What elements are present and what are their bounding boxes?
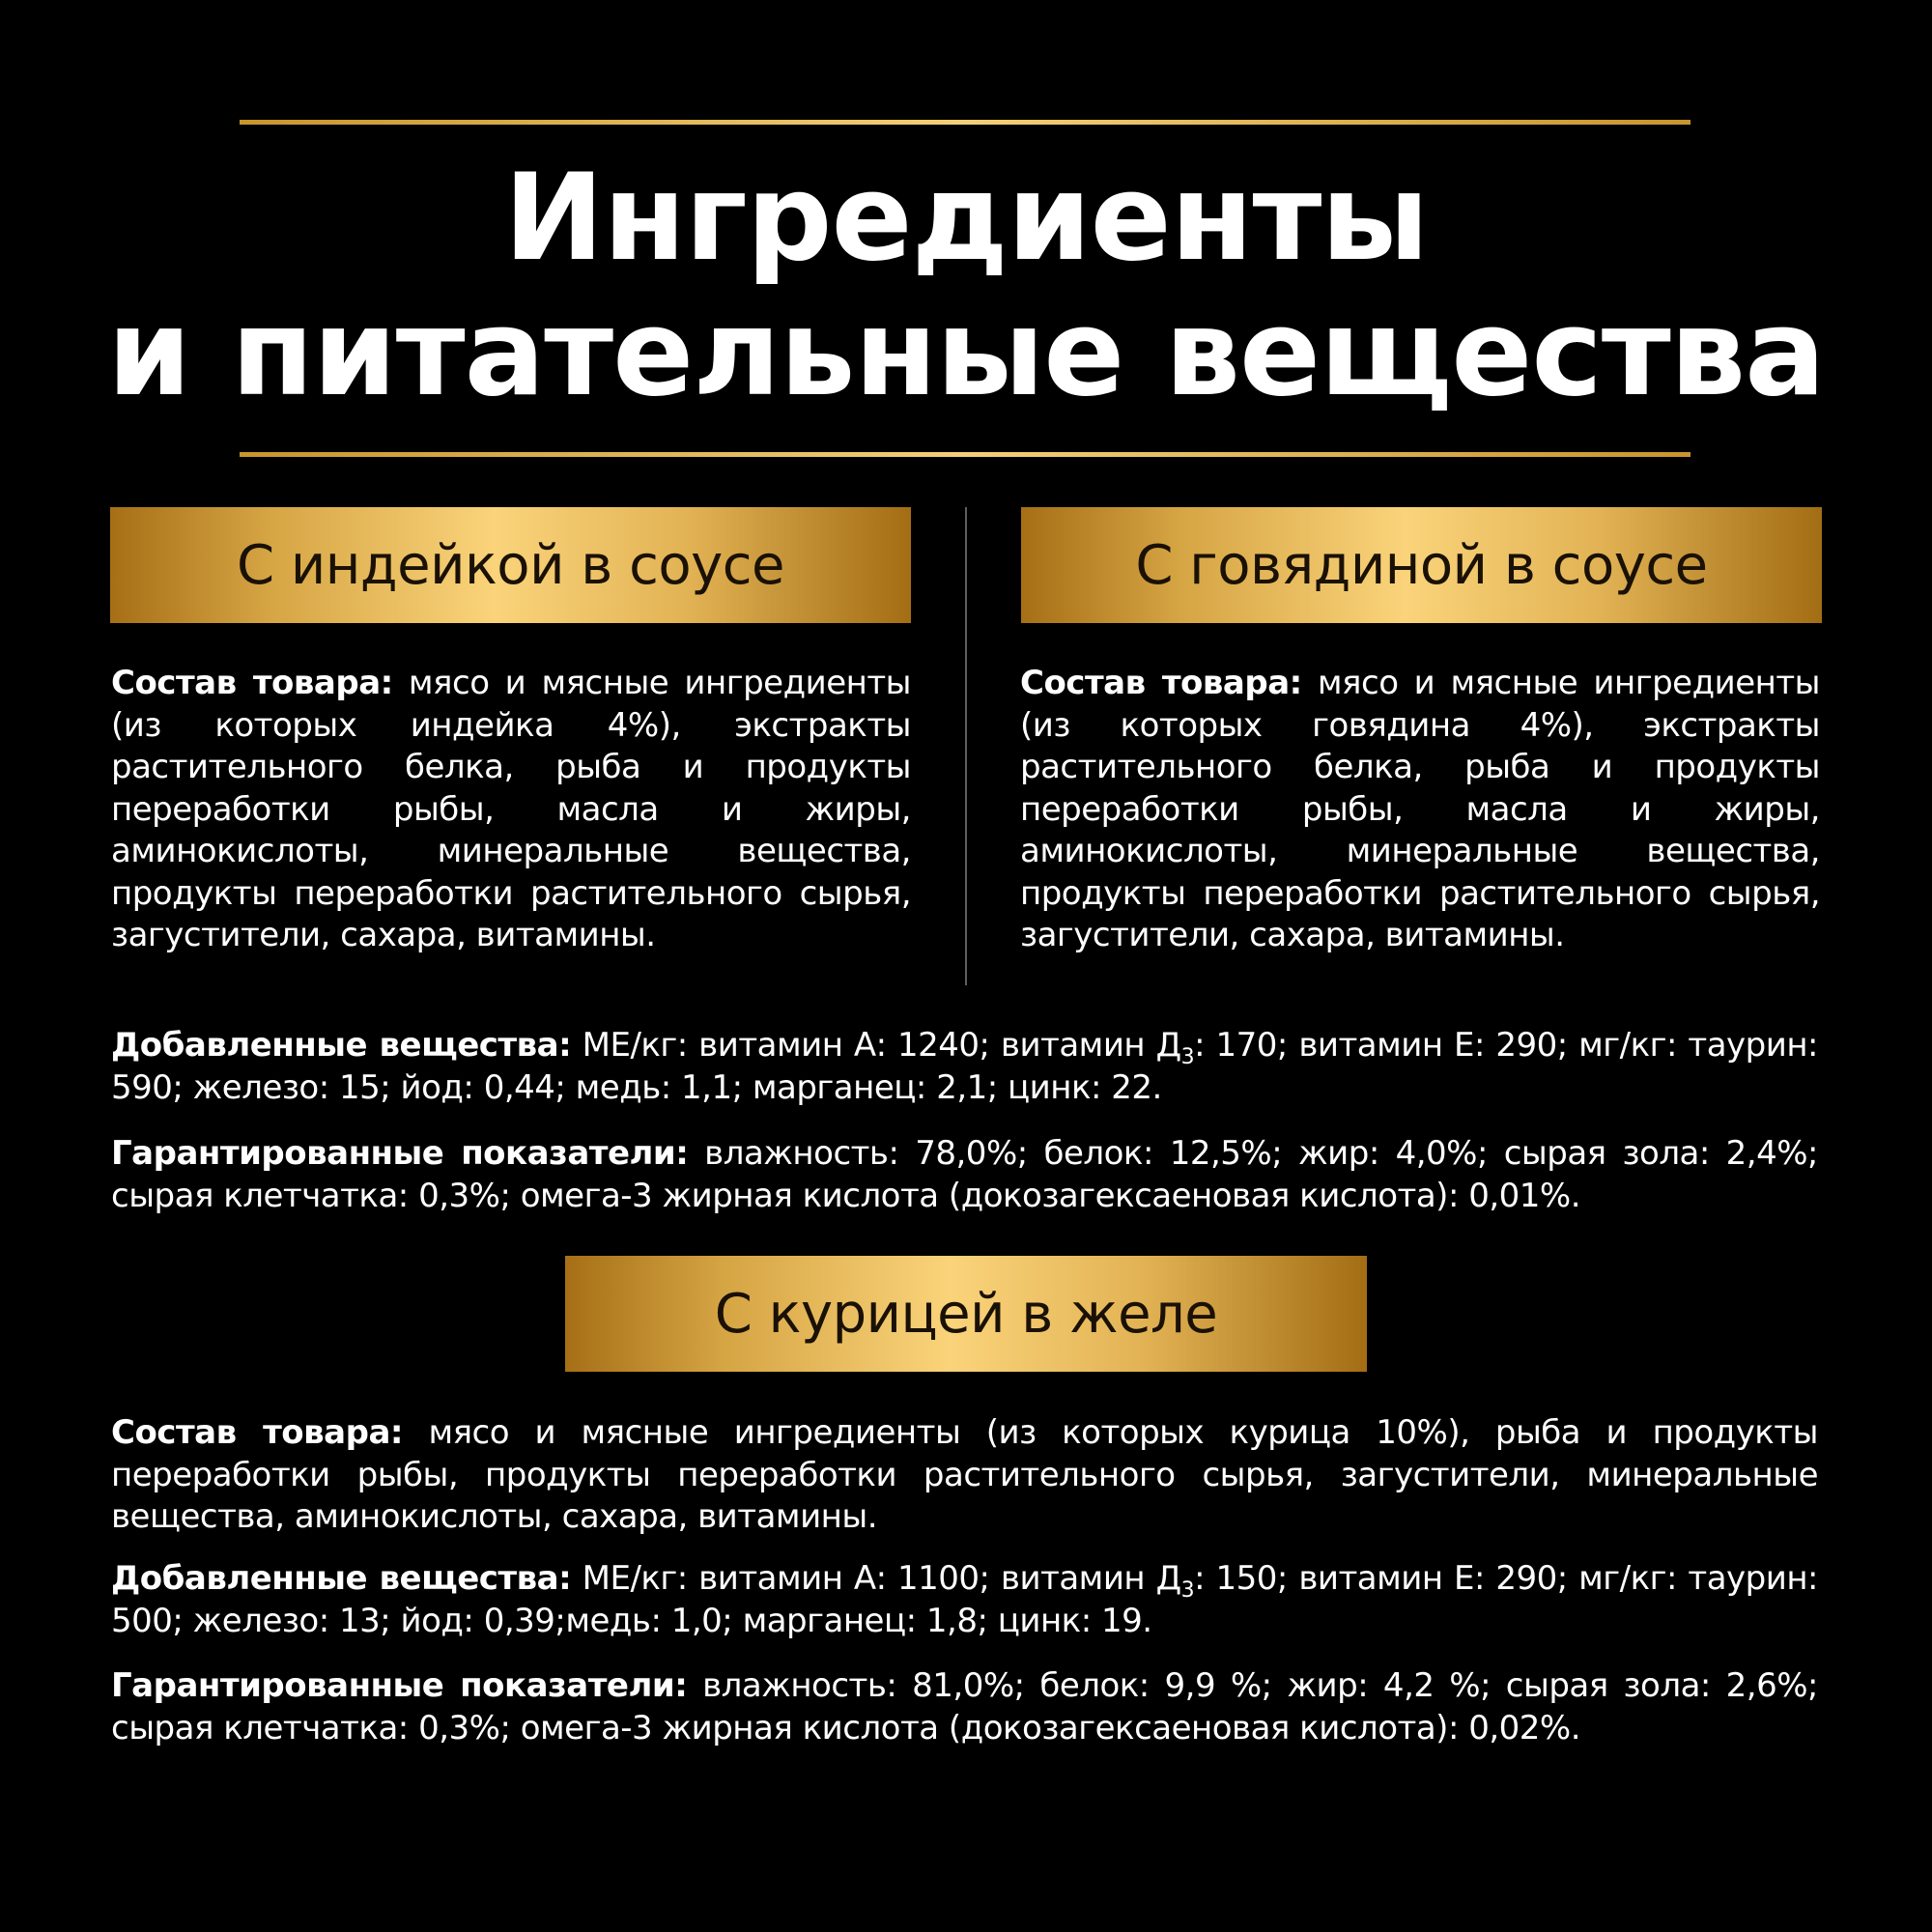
banner-chicken-label: С курицей в желе: [714, 1282, 1218, 1346]
sauce-additives-part2: : 170; витамин Е: 290; мг/кг: таурин: 590; железо: 15; йод: 0,44; медь: 1,1; марганец: 2,1; цинк: 22.: [111, 1026, 1819, 1107]
banner-beef: [1021, 507, 1822, 623]
chicken-additives-part2: : 150; витамин Е: 290; мг/кг: таурин: 500; железо: 13; йод: 0,39;медь: 1,0; марганец: 1,8; цинк: 19.: [111, 1559, 1819, 1640]
chicken-additives-part1: МЕ/кг: витамин А: 1100; витамин Д: [582, 1559, 1181, 1598]
bottom-gold-rule: [240, 452, 1690, 457]
column-divider: [965, 507, 967, 985]
sauce-additives-part1: МЕ/кг: витамин А: 1240; витамин Д: [582, 1026, 1181, 1065]
turkey-composition-label: Состав товара:: [111, 664, 393, 702]
page-title-line2: и питательные вещества: [107, 284, 1825, 423]
page-title-line1: Ингредиенты: [503, 149, 1429, 288]
beef-composition: [1020, 663, 1820, 957]
banner-turkey: [110, 507, 911, 623]
top-gold-rule: [240, 120, 1690, 125]
banner-beef-label: С говядиной в соусе: [1135, 533, 1708, 597]
chicken-additives-label: Добавленные вещества:: [111, 1559, 572, 1598]
chicken-guaranteed-text: влажность: 81,0%; белок: 9,9 %; жир: 4,2 %; сырая зола: 2,6%; сырая клетчатка: 0,3%; омега-3 жирная кислота (докозагексаеновая кислота): 0,02%.: [111, 1666, 1818, 1747]
chicken-composition-label: Состав товара:: [111, 1413, 403, 1452]
chicken-composition: [111, 1412, 1818, 1539]
sauce-guaranteed: [111, 1133, 1818, 1217]
chicken-guaranteed: [111, 1665, 1818, 1749]
banner-turkey-label: С индейкой в соусе: [237, 533, 784, 597]
chicken-composition-text: мясо и мясные ингредиенты (из которых курица 10%), рыба и продукты переработки рыбы, продукты переработки растительного сырья, загустители, минеральные вещества, аминокислоты, сахара, витамины.: [111, 1413, 1818, 1536]
sauce-guaranteed-label: Гарантированные показатели:: [111, 1134, 689, 1173]
sauce-additives-subscript: 3: [1180, 1045, 1195, 1069]
banner-chicken: [565, 1256, 1367, 1372]
turkey-composition: [111, 663, 911, 957]
chicken-additives: [111, 1558, 1818, 1642]
chicken-additives-subscript: 3: [1180, 1578, 1195, 1603]
chicken-guaranteed-label: Гарантированные показатели:: [111, 1666, 688, 1705]
beef-composition-label: Состав товара:: [1020, 664, 1302, 702]
sauce-additives-label: Добавленные вещества:: [111, 1026, 572, 1065]
sauce-guaranteed-text: влажность: 78,0%; белок: 12,5%; жир: 4,0%; сырая зола: 2,4%; сырая клетчатка: 0,3%; омега-3 жирная кислота (докозагексаеновая кислота): 0,01%.: [111, 1134, 1818, 1215]
beef-composition-text: мясо и мясные ингредиенты (из которых говядина 4%), экстракты растительного белка, рыба и продукты переработки рыбы, масла и жиры, аминокислоты, минеральные вещества, продукты переработки растительного сырья, загустители, сахара, витамины.: [1020, 664, 1820, 954]
turkey-composition-text: мясо и мясные ингредиенты (из которых индейка 4%), экстракты растительного белка, рыба и продукты переработки рыбы, масла и жиры, аминокислоты, минеральные вещества, продукты переработки растительного сырья, загустители, сахара, витамины.: [111, 664, 911, 954]
sauce-additives: [111, 1025, 1818, 1109]
